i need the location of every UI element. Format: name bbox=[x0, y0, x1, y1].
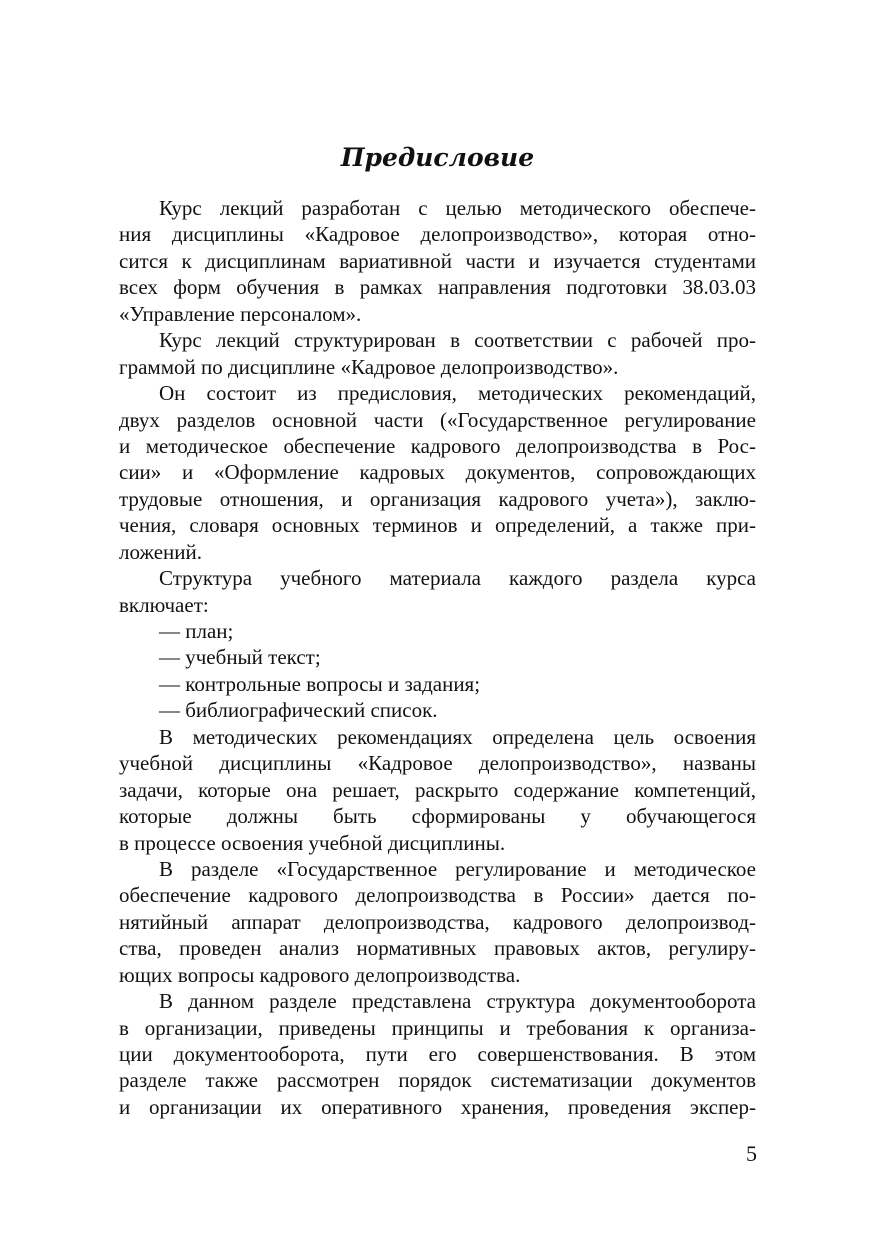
text-line: и организации их оперативного хранения, проведения экспер- bbox=[119, 1094, 756, 1119]
list-item: — библиографический список. bbox=[159, 698, 438, 723]
text-line: «Управление персоналом». bbox=[119, 301, 362, 326]
page-number: 5 bbox=[746, 1141, 757, 1166]
list-item: — учебный текст; bbox=[159, 645, 321, 670]
text-line: В данном разделе представлена структура документооборота bbox=[159, 989, 756, 1014]
text-line: нятийный аппарат делопроизводства, кадрового делопроизвод- bbox=[119, 909, 756, 934]
text-line: Курс лекций структурирован в соответствии с рабочей про- bbox=[159, 328, 756, 353]
text-line: задачи, которые она решает, раскрыто содержание компетенций, bbox=[119, 777, 756, 802]
page-title: Предисловие bbox=[340, 143, 535, 172]
text-line: ния дисциплины «Кадровое делопроизводство», которая отно- bbox=[119, 222, 756, 247]
text-line: в организации, приведены принципы и требования к организа- bbox=[119, 1015, 756, 1040]
text-line: граммой по дисциплине «Кадровое делопроизводство». bbox=[119, 354, 619, 379]
text-line: обеспечение кадрового делопроизводства в России» дается по- bbox=[119, 883, 756, 908]
text-line: включает: bbox=[119, 592, 209, 617]
text-line: разделе также рассмотрен порядок систематизации документов bbox=[119, 1068, 756, 1093]
text-line: учебной дисциплины «Кадровое делопроизводство», названы bbox=[119, 751, 756, 776]
text-line: Курс лекций разработан с целью методического обеспече- bbox=[159, 196, 756, 220]
text-line: ющих вопросы кадрового делопроизводства. bbox=[119, 962, 521, 987]
text-line: Структура учебного материала каждого раздела курса bbox=[159, 566, 756, 591]
text-line: сится к дисциплинам вариативной части и изучается студентами bbox=[119, 248, 756, 273]
text-line: сии» и «Оформление кадровых документов, сопровождающих bbox=[119, 460, 756, 485]
text-line: ложений. bbox=[119, 539, 202, 564]
text-line: и методическое обеспечение кадрового делопроизводства в Рос- bbox=[119, 433, 756, 458]
text-line: чения, словаря основных терминов и определений, а также при- bbox=[119, 513, 756, 538]
text-line: которые должны быть сформированы у обучающегося bbox=[119, 804, 756, 829]
preface-text bbox=[119, 195, 756, 1120]
list-item: — план; bbox=[159, 619, 234, 643]
list-item: — контрольные вопросы и задания; bbox=[159, 671, 481, 696]
text-line: в процессе освоения учебной дисциплины. bbox=[119, 830, 506, 855]
text-line: В методических рекомендациях определена цель освоения bbox=[159, 724, 756, 749]
text-line: всех форм обучения в рамках направления подготовки 38.03.03 bbox=[119, 275, 756, 300]
text-line: двух разделов основной части («Государственное регулирование bbox=[119, 407, 756, 432]
text-line: ции документооборота, пути его совершенствования. В этом bbox=[119, 1042, 756, 1066]
text-line: ства, проведен анализ нормативных правовых актов, регулиру- bbox=[119, 936, 756, 961]
text-line: трудовые отношения, и организация кадрового учета»), заклю- bbox=[119, 486, 756, 511]
text-line: Он состоит из предисловия, методических рекомендаций, bbox=[159, 381, 756, 406]
text-line: В разделе «Государственное регулирование и методическое bbox=[159, 856, 756, 881]
